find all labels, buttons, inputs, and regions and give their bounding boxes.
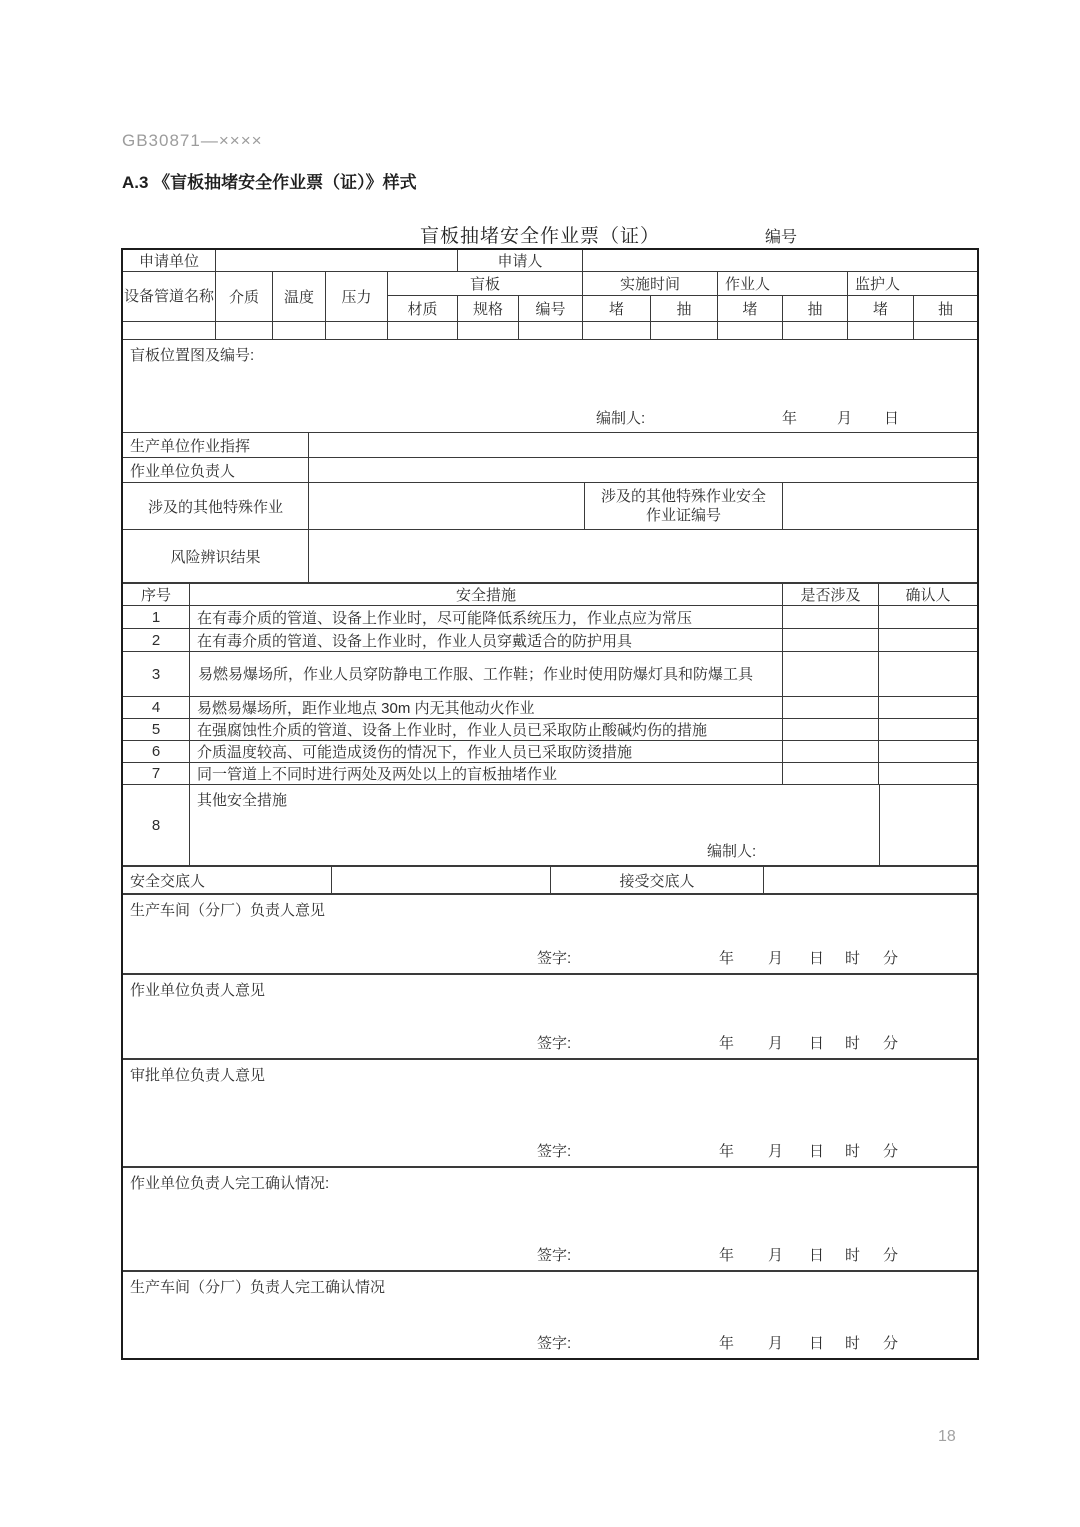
applicant-row [123, 250, 977, 272]
year-label: 年 [782, 410, 798, 427]
month-label: 月 [768, 1247, 784, 1264]
day-label: 日 [809, 950, 825, 967]
safety-row [123, 652, 977, 697]
form-title-row [122, 221, 980, 247]
day-label: 日 [809, 1335, 825, 1352]
involved-cell [783, 719, 879, 740]
section-cell [123, 975, 977, 1058]
extract-header: 抽 [807, 301, 823, 318]
data-cell [914, 322, 977, 339]
month-label: 月 [768, 1035, 784, 1052]
sign-label: 签字: [537, 1035, 572, 1052]
data-cell [718, 322, 783, 339]
data-cell [848, 322, 914, 339]
measure-header: 安全措施 [190, 584, 783, 605]
work-unit-leader-value-cell [309, 458, 977, 482]
risk-identification-row [123, 530, 977, 583]
seq-cell: 7 [123, 763, 190, 784]
confirmer-cell [879, 719, 977, 740]
extract-header: 抽 [937, 301, 953, 318]
section-cell [123, 1272, 977, 1358]
plug-header: 堵 [718, 296, 783, 321]
blind-plate-header: 盲板 [388, 272, 582, 296]
other-measures-cell [190, 785, 880, 865]
spec-header: 规格 [458, 296, 519, 321]
measure-cell: 同一管道上不同时进行两处及两处以上的盲板抽堵作业 [190, 763, 783, 784]
opinion-section [123, 974, 977, 1059]
confirmer-header: 确认人 [905, 587, 951, 604]
table-header-row [123, 272, 977, 322]
operator-header: 作业人 [718, 272, 847, 296]
measure-cell: 在有毒介质的管道、设备上作业时，作业人员穿戴适合的防护用具 [190, 629, 783, 651]
involved-cell [783, 741, 879, 762]
operator-group [718, 272, 848, 321]
safety-row [123, 629, 977, 652]
plug-header: 堵 [848, 296, 914, 321]
other-special-work-label: 涉及的其他特殊作业 [123, 483, 309, 529]
seq-cell: 6 [123, 741, 190, 762]
month-label: 月 [837, 410, 853, 427]
measure-cell: 易燃易爆场所，距作业地点 30m 内无其他动火作业 [190, 697, 783, 718]
involved-cell [783, 652, 879, 696]
hour-label: 时 [845, 1247, 861, 1264]
other-special-work-value-cell [309, 483, 585, 529]
day-label: 日 [809, 1247, 825, 1264]
section-heading: A.3 《盲板抽堵安全作业票（证）》样式 [122, 173, 417, 192]
data-cell [783, 322, 848, 339]
empty-data-row [123, 322, 977, 340]
minute-label: 分 [883, 1035, 899, 1052]
section-label: 生产车间（分厂）负责人完工确认情况 [130, 1279, 386, 1296]
year-label: 年 [719, 1335, 735, 1352]
month-label: 月 [768, 1335, 784, 1352]
equipment-name-header: 设备管道名称 [123, 272, 216, 321]
production-director-row [123, 433, 977, 458]
implement-time-group [583, 272, 718, 321]
year-label: 年 [719, 1143, 735, 1160]
day-label: 日 [809, 1035, 825, 1052]
data-cell [458, 322, 519, 339]
sign-label: 签字: [537, 1247, 572, 1264]
cert-label-line1: 涉及的其他特殊作业安全 [600, 488, 766, 505]
implement-time-header: 实施时间 [583, 272, 717, 296]
safety-row [123, 763, 977, 785]
risk-identification-label: 风险辨识结果 [123, 530, 309, 582]
applicant-label: 申请人 [458, 250, 583, 271]
seq-cell: 3 [123, 652, 190, 696]
involved-cell [783, 697, 879, 718]
year-label: 年 [719, 950, 735, 967]
year-label: 年 [719, 1247, 735, 1264]
day-label: 日 [884, 410, 900, 427]
guardian-header: 监护人 [848, 272, 977, 296]
confirmer-cell [879, 606, 977, 628]
involved-header: 是否涉及 [783, 584, 879, 605]
opinion-section [123, 1059, 977, 1167]
sign-label: 签字: [537, 1335, 572, 1352]
seq-cell: 8 [123, 785, 190, 865]
production-director-label: 生产单位作业指挥 [123, 433, 309, 457]
involved-cell [783, 763, 879, 784]
blind-plate-group [388, 272, 583, 321]
seq-cell: 5 [123, 719, 190, 740]
number-header: 编号 [535, 301, 566, 318]
temperature-header: 温度 [273, 272, 326, 321]
data-cell [519, 322, 583, 339]
data-cell [583, 322, 651, 339]
minute-label: 分 [883, 950, 899, 967]
section-label: 生产车间（分厂）负责人意见 [130, 902, 326, 919]
completion-section [123, 1271, 977, 1358]
data-cell [273, 322, 326, 339]
safety-row [123, 606, 977, 629]
work-unit-leader-row [123, 458, 977, 483]
position-map-row [123, 340, 977, 433]
plug-header: 堵 [583, 296, 651, 321]
data-cell [216, 322, 273, 339]
material-header: 材质 [388, 296, 458, 321]
other-special-work-row [123, 483, 977, 530]
form-title: 盲板抽堵安全作业票（证） [420, 226, 661, 247]
month-label: 月 [768, 1143, 784, 1160]
completion-section [123, 1167, 977, 1271]
minute-label: 分 [883, 1143, 899, 1160]
measure-cell: 在有毒介质的管道、设备上作业时，尽可能降低系统压力，作业点应为常压 [190, 606, 783, 628]
section-label: 作业单位负责人完工确认情况: [130, 1175, 330, 1192]
section-label: 审批单位负责人意见 [130, 1067, 266, 1084]
measure-cell: 介质温度较高、可能造成烫伤的情况下，作业人员已采取防烫措施 [190, 741, 783, 762]
safety-header-row [123, 583, 977, 606]
data-cell [388, 322, 458, 339]
minute-label: 分 [883, 1247, 899, 1264]
extract-header: 抽 [676, 301, 692, 318]
briefing-giver-value-cell [332, 867, 551, 893]
section-cell [123, 895, 977, 973]
other-measures-label: 其他安全措施 [197, 792, 288, 809]
preparer-label: 编制人: [596, 410, 646, 427]
confirmer-cell [879, 652, 977, 696]
data-cell [123, 322, 216, 339]
position-map-label: 盲板位置图及编号: [130, 347, 255, 364]
section-cell [123, 1168, 977, 1270]
applicant-unit-value-cell [216, 250, 458, 271]
safety-row-other [123, 785, 977, 866]
medium-header: 介质 [216, 272, 273, 321]
year-label: 年 [719, 1035, 735, 1052]
briefing-receiver-value-cell [764, 867, 977, 893]
guardian-group [848, 272, 977, 321]
involved-cell [783, 629, 879, 651]
month-label: 月 [768, 950, 784, 967]
measure-cell: 在强腐蚀性介质的管道、设备上作业时，作业人员已采取防止酸碱灼伤的措施 [190, 719, 783, 740]
seq-cell: 1 [123, 606, 190, 628]
section-cell [123, 1060, 977, 1166]
safety-row [123, 741, 977, 763]
briefing-receiver-label: 接受交底人 [551, 867, 764, 893]
permit-form-table [121, 248, 979, 1360]
standard-code: GB30871—×××× [122, 131, 263, 150]
confirmer-cell [879, 629, 977, 651]
hour-label: 时 [845, 1035, 861, 1052]
seq-header: 序号 [123, 584, 190, 605]
day-label: 日 [809, 1143, 825, 1160]
applicant-unit-label: 申请单位 [123, 250, 216, 271]
confirmer-cell [880, 785, 977, 865]
sign-label: 签字: [537, 1143, 572, 1160]
hour-label: 时 [845, 1335, 861, 1352]
applicant-value-cell [583, 250, 977, 271]
other-special-cert-label [585, 483, 783, 529]
seq-cell: 2 [123, 629, 190, 651]
safety-row [123, 697, 977, 719]
confirmer-cell [879, 741, 977, 762]
section-label: 作业单位负责人意见 [130, 982, 266, 999]
measure-cell [190, 652, 783, 696]
confirmer-cell [879, 763, 977, 784]
risk-identification-value-cell [309, 530, 977, 582]
briefing-row [123, 866, 977, 894]
briefing-giver-label: 安全交底人 [123, 867, 332, 893]
seq-cell: 4 [123, 697, 190, 718]
cert-label-line2: 作业证编号 [645, 507, 721, 524]
sign-label: 签字: [537, 950, 572, 967]
pressure-header: 压力 [326, 272, 388, 321]
measure-text: 易燃易爆场所，作业人员穿防静电工作服、工作鞋；作业时使用防爆灯具和防爆工具 [198, 665, 754, 683]
minute-label: 分 [883, 1335, 899, 1352]
form-number-label: 编号 [765, 229, 798, 246]
other-special-cert-value-cell [783, 483, 977, 529]
safety-row [123, 719, 977, 741]
confirmer-cell [879, 697, 977, 718]
position-map-cell [123, 340, 977, 432]
preparer-label: 编制人: [707, 843, 757, 860]
production-director-value-cell [309, 433, 977, 457]
hour-label: 时 [845, 1143, 861, 1160]
opinion-section [123, 894, 977, 974]
data-cell [326, 322, 388, 339]
page-number: 18 [938, 1428, 956, 1445]
work-unit-leader-label: 作业单位负责人 [123, 458, 309, 482]
involved-cell [783, 606, 879, 628]
hour-label: 时 [845, 950, 861, 967]
data-cell [651, 322, 718, 339]
